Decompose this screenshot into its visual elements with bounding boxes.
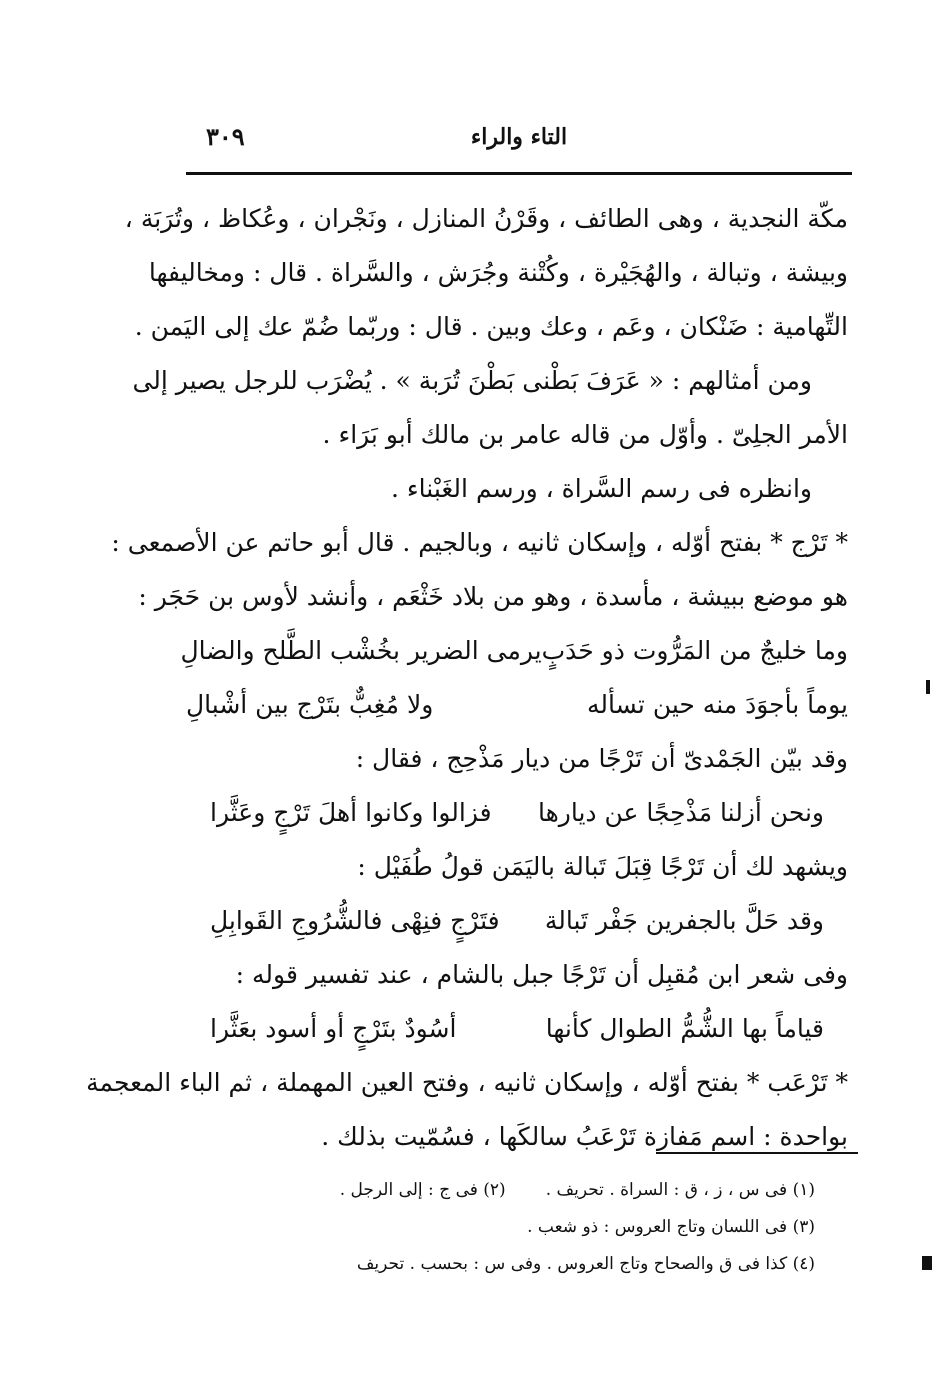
text-line: التِّهامية : ضَنْكان ، وعَم ، وعك وبين . قال : وربّما ضُمّ عك إلى اليَمن . — [134, 312, 848, 341]
scan-edge-mark — [926, 680, 930, 694]
header-rule — [186, 172, 852, 175]
footnote-1: (١) فى س ، ز ، ق : السراة . تحريف . — [545, 1180, 815, 1200]
verse-line — [180, 624, 848, 678]
verse-hemistich-left: ولا مُغِبٌّ بتَرْج بين أشْبالِ — [186, 690, 434, 719]
verse-hemistich-left: يرمى الضرير بخُشْب الطَّلح والضالِ — [180, 636, 542, 665]
verse-line — [186, 894, 848, 948]
footnote-row — [280, 1172, 815, 1209]
text-line: ويشهد لك أن تَرْجًا قِبَلَ تَبالة باليَمَن قولُ طُفَيْل : — [357, 852, 848, 881]
verse-line — [186, 678, 848, 732]
entry-tarab-heading: * تَرْعَب * بفتح أوّله ، وإسكان ثانيه ، وفتح العين المهملة ، ثم الباء المعجمة — [86, 1068, 848, 1097]
verse-hemistich-left: فزالوا وكانوا أهلَ تَرْجٍ وعَثَّرا — [210, 798, 492, 827]
footnote-rule — [656, 1152, 858, 1154]
footnote-4: (٤) كذا فى ق والصحاح وتاج العروس . وفى س : بحسب . تحريف — [356, 1254, 815, 1274]
verse-hemistich-right: وقد حَلَّ بالجفرين جَفْر تَبالة — [544, 906, 824, 935]
text-line: الأمر الجلِىّ . وأوّل من قاله عامر بن مالك أبو بَرَاء . — [322, 420, 848, 449]
footnote-3: (٣) فى اللسان وتاج العروس : ذو شعب . — [527, 1217, 815, 1237]
verse-hemistich-right: ونحن أزلنا مَذْحِجًا عن ديارها — [537, 798, 824, 827]
text-line: وبيشة ، وتبالة ، والهُجَيْرة ، وكُتْنة وجُرَش ، والسَّراة . قال : ومخاليفها — [148, 258, 848, 287]
verse-line — [186, 1002, 848, 1056]
verse-hemistich-left: أسُودٌ بتَرْجٍ أو أسود بعَثَّرا — [210, 1014, 457, 1043]
main-text — [86, 192, 848, 1164]
text-line: وانظره فى رسم السَّراة ، ورسم الغَبْناء . — [391, 474, 812, 503]
verse-line — [186, 786, 848, 840]
verse-hemistich-left: فتَرْجٍ فنِهْى فالشُّرُوجِ القَوابِلِ — [210, 906, 500, 935]
page-number: ٣٠٩ — [206, 122, 245, 151]
scan-edge-mark — [922, 1256, 932, 1270]
page-header — [186, 118, 852, 162]
verse-hemistich-right: وما خليجٌ من المَرُّوت ذو حَدَبٍ — [541, 636, 848, 665]
entry-tarj-heading: * تَرْج * بفتح أوّله ، وإسكان ثانيه ، وبالجيم . قال أبو حاتم عن الأصمعى : — [111, 528, 848, 557]
text-line: وفى شعر ابن مُقبِل أن تَرْجًا جبل بالشام ، عند تفسير قوله : — [235, 960, 848, 989]
text-line: هو موضع ببيشة ، مأسدة ، وهو من بلاد خَثْعَم ، وأنشد لأوس بن حَجَر : — [138, 582, 848, 611]
text-line: وقد بيّن الجَمْدىّ أن تَرْجًا من ديار مَذْحِج ، فقال : — [355, 744, 848, 773]
page-title: التاء والراء — [470, 124, 568, 150]
verse-hemistich-right: يوماً بأجوَدَ منه حين تسأله — [586, 690, 848, 719]
text-line: ومن أمثالهم : « عَرَفَ بَطْنى بَطْنَ تُرَبة » . يُضْرَب للرجل يصير إلى — [132, 366, 812, 395]
text-line: مكّة النجدية ، وهى الطائف ، وقَرْنُ المنازل ، ونَجْران ، وعُكاظ ، وتُرَبَة ، — [124, 204, 848, 233]
footnotes — [280, 1172, 815, 1283]
text-line: بواحدة : اسم مَفازة تَرْعَبُ سالكَها ، فسُمّيت بذلك . — [321, 1122, 848, 1151]
footnote-2: (٢) فى ج : إلى الرجل . — [339, 1180, 506, 1200]
verse-hemistich-right: قياماً بها الشُّمُّ الطوال كأنها — [545, 1014, 824, 1043]
